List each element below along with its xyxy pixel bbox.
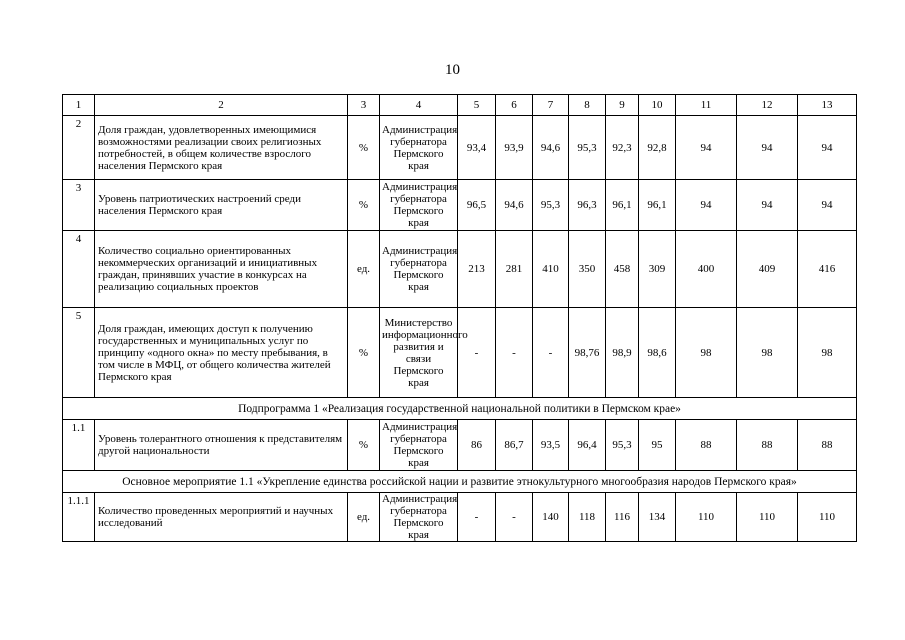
section-heading: Основное мероприятие 1.1 «Укрепление единства российской нации и развитие этнокультурного многообразия народов Пермского края» bbox=[63, 471, 857, 493]
value-cell: 134 bbox=[639, 493, 676, 542]
unit-cell: % bbox=[348, 420, 380, 471]
value-cell: 94 bbox=[798, 180, 857, 231]
value-cell: 281 bbox=[496, 231, 533, 308]
table-row bbox=[63, 308, 857, 398]
value-cell: 116 bbox=[606, 493, 639, 542]
indicator-name: Количество проведенных мероприятий и научных исследований bbox=[95, 493, 348, 542]
value-cell: 98 bbox=[737, 308, 798, 398]
organization-cell: Администрация губернатора Пермского края bbox=[380, 420, 458, 471]
indicator-name: Уровень патриотических настроений среди населения Пермского края bbox=[95, 180, 348, 231]
header-cell: 10 bbox=[639, 95, 676, 116]
value-cell: 88 bbox=[676, 420, 737, 471]
row-number: 5 bbox=[63, 308, 95, 398]
unit-cell: ед. bbox=[348, 231, 380, 308]
value-cell: 94 bbox=[676, 180, 737, 231]
organization-cell: Администрация губернатора Пермского края bbox=[380, 180, 458, 231]
organization-cell: Администрация губернатора Пермского края bbox=[380, 116, 458, 180]
value-cell: 416 bbox=[798, 231, 857, 308]
value-cell: 98,9 bbox=[606, 308, 639, 398]
value-cell: 95,3 bbox=[533, 180, 569, 231]
value-cell: 93,5 bbox=[533, 420, 569, 471]
value-cell: 86,7 bbox=[496, 420, 533, 471]
value-cell: 96,5 bbox=[458, 180, 496, 231]
value-cell: 458 bbox=[606, 231, 639, 308]
value-cell: - bbox=[496, 493, 533, 542]
organization-cell: Министерство информационного развития и связи Пермского края bbox=[380, 308, 458, 398]
value-cell: 309 bbox=[639, 231, 676, 308]
table-row bbox=[63, 116, 857, 180]
section-heading-row bbox=[63, 398, 857, 420]
unit-cell: % bbox=[348, 116, 380, 180]
value-cell: 110 bbox=[737, 493, 798, 542]
value-cell: 410 bbox=[533, 231, 569, 308]
value-cell: 110 bbox=[676, 493, 737, 542]
indicators-table bbox=[62, 94, 857, 542]
header-cell: 2 bbox=[95, 95, 348, 116]
value-cell: 350 bbox=[569, 231, 606, 308]
header-cell: 6 bbox=[496, 95, 533, 116]
organization-cell: Администрация губернатора Пермского края bbox=[380, 231, 458, 308]
section-heading-row bbox=[63, 471, 857, 493]
value-cell: 95,3 bbox=[569, 116, 606, 180]
value-cell: 94,6 bbox=[533, 116, 569, 180]
organization-cell: Администрация губернатора Пермского края bbox=[380, 493, 458, 542]
header-cell: 8 bbox=[569, 95, 606, 116]
value-cell: 96,1 bbox=[606, 180, 639, 231]
indicator-name: Доля граждан, удовлетворенных имеющимися возможностями реализации своих религиозных потребностей, в общем количестве взрослого населения Пермского края bbox=[95, 116, 348, 180]
value-cell: 94 bbox=[798, 116, 857, 180]
value-cell: 94 bbox=[737, 116, 798, 180]
unit-cell: ед. bbox=[348, 493, 380, 542]
value-cell: - bbox=[458, 308, 496, 398]
row-number: 1.1.1 bbox=[63, 493, 95, 542]
table-row bbox=[63, 420, 857, 471]
value-cell: 88 bbox=[737, 420, 798, 471]
value-cell: 94 bbox=[737, 180, 798, 231]
value-cell: 140 bbox=[533, 493, 569, 542]
value-cell: 96,1 bbox=[639, 180, 676, 231]
value-cell: - bbox=[533, 308, 569, 398]
value-cell: 93,4 bbox=[458, 116, 496, 180]
value-cell: - bbox=[496, 308, 533, 398]
indicator-name: Доля граждан, имеющих доступ к получению государственных и муниципальных услуг по принципу «одного окна» по месту пребывания, в том числе в МФЦ, от общего количества жителей Пермского края bbox=[95, 308, 348, 398]
value-cell: 93,9 bbox=[496, 116, 533, 180]
row-number: 2 bbox=[63, 116, 95, 180]
value-cell: 409 bbox=[737, 231, 798, 308]
value-cell: 213 bbox=[458, 231, 496, 308]
value-cell: 96,3 bbox=[569, 180, 606, 231]
value-cell: 400 bbox=[676, 231, 737, 308]
value-cell: 118 bbox=[569, 493, 606, 542]
indicator-name: Количество социально ориентированных некоммерческих организаций и инициативных граждан, принявших участие в конкурсах на реализацию социальных проектов bbox=[95, 231, 348, 308]
header-cell: 11 bbox=[676, 95, 737, 116]
value-cell: - bbox=[458, 493, 496, 542]
header-cell: 4 bbox=[380, 95, 458, 116]
value-cell: 98,76 bbox=[569, 308, 606, 398]
value-cell: 95,3 bbox=[606, 420, 639, 471]
indicator-name: Уровень толерантного отношения к представителям другой национальности bbox=[95, 420, 348, 471]
header-cell: 5 bbox=[458, 95, 496, 116]
table-header-row bbox=[63, 95, 857, 116]
value-cell: 96,4 bbox=[569, 420, 606, 471]
value-cell: 94,6 bbox=[496, 180, 533, 231]
unit-cell: % bbox=[348, 180, 380, 231]
header-cell: 13 bbox=[798, 95, 857, 116]
value-cell: 98 bbox=[676, 308, 737, 398]
table-row bbox=[63, 231, 857, 308]
header-cell: 9 bbox=[606, 95, 639, 116]
value-cell: 92,3 bbox=[606, 116, 639, 180]
value-cell: 86 bbox=[458, 420, 496, 471]
header-cell: 1 bbox=[63, 95, 95, 116]
header-cell: 3 bbox=[348, 95, 380, 116]
table-row bbox=[63, 180, 857, 231]
value-cell: 98,6 bbox=[639, 308, 676, 398]
value-cell: 94 bbox=[676, 116, 737, 180]
section-heading: Подпрограмма 1 «Реализация государственной национальной политики в Пермском крае» bbox=[63, 398, 857, 420]
header-cell: 12 bbox=[737, 95, 798, 116]
row-number: 1.1 bbox=[63, 420, 95, 471]
value-cell: 95 bbox=[639, 420, 676, 471]
row-number: 4 bbox=[63, 231, 95, 308]
value-cell: 92,8 bbox=[639, 116, 676, 180]
unit-cell: % bbox=[348, 308, 380, 398]
table-row bbox=[63, 493, 857, 542]
value-cell: 88 bbox=[798, 420, 857, 471]
page-number: 10 bbox=[445, 62, 460, 78]
value-cell: 110 bbox=[798, 493, 857, 542]
value-cell: 98 bbox=[798, 308, 857, 398]
row-number: 3 bbox=[63, 180, 95, 231]
header-cell: 7 bbox=[533, 95, 569, 116]
